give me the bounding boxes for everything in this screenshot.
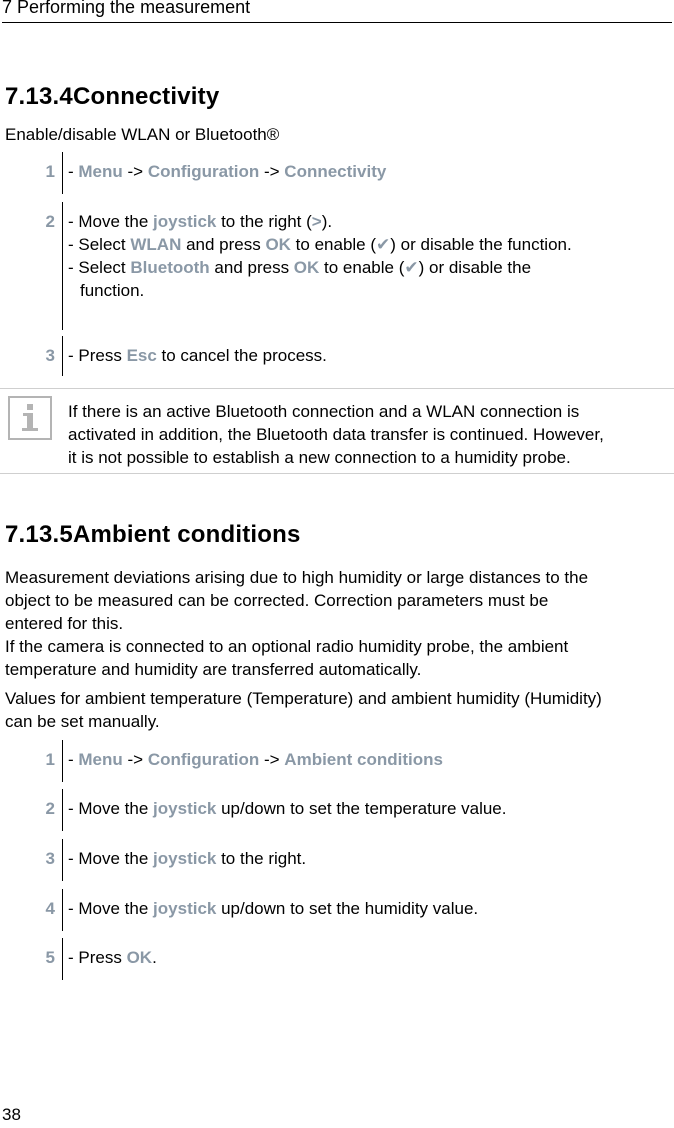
step-bar	[62, 889, 63, 931]
ui-term: Configuration	[147, 162, 260, 181]
ui-term: OK	[265, 235, 291, 254]
paragraph-line: entered for this.	[5, 614, 124, 633]
step-bar	[62, 839, 63, 881]
step-number: 2	[45, 799, 55, 818]
ui-term: >	[311, 212, 322, 231]
ui-term: Connectivity	[284, 162, 387, 181]
info-icon	[8, 396, 52, 440]
step-line	[68, 946, 658, 969]
info-bottom-rule	[0, 473, 674, 474]
paragraph-line: If the camera is connected to an optional radio humidity probe, the ambient	[5, 637, 569, 656]
ui-term: joystick	[153, 899, 217, 918]
paragraph-line: Measurement deviations arising due to high humidity or large distances to the	[5, 568, 589, 587]
paragraph-line: can be set manually.	[5, 712, 160, 731]
step-text: to the right (	[216, 212, 312, 231]
step-text: ->	[259, 750, 285, 769]
step-text: -	[68, 162, 79, 181]
section-heading-ambient	[5, 521, 301, 549]
step-text: function.	[80, 281, 145, 300]
ui-term: joystick	[153, 799, 217, 818]
info-line: activated in addition, the Bluetooth data transfer is continued. However,	[68, 425, 604, 444]
step-line	[68, 344, 658, 367]
step-line	[68, 797, 658, 820]
step-number: 3	[45, 849, 55, 868]
step-body	[68, 946, 658, 969]
section-number: 7.13.5	[5, 521, 73, 548]
step-text: - Press	[68, 948, 127, 967]
section-number: 7.13.4	[5, 83, 73, 110]
ui-term: joystick	[153, 212, 217, 231]
step-body	[68, 160, 658, 183]
paragraph-line: Values for ambient temperature (Temperature) and ambient humidity (Humidity)	[5, 689, 602, 708]
step-body	[68, 344, 658, 367]
step-text: up/down to set the temperature value.	[216, 799, 507, 818]
info-top-rule	[0, 388, 674, 389]
step-text: ->	[122, 750, 148, 769]
step-text: to cancel the process.	[156, 346, 327, 365]
paragraph-line: object to be measured can be corrected. Correction parameters must be	[5, 591, 549, 610]
step-number: 5	[45, 948, 55, 967]
ambient-paragraph-1	[5, 566, 671, 681]
section-title: Connectivity	[72, 83, 220, 110]
step-bar	[62, 740, 63, 782]
page-number: 38	[2, 1105, 21, 1124]
step-number: 2	[45, 212, 55, 231]
step-text: .	[152, 948, 157, 967]
step-text: ->	[122, 162, 148, 181]
step-text: up/down to set the humidity value.	[216, 899, 479, 918]
step-text: ).	[321, 212, 333, 231]
running-header: 7 Performing the measurement	[2, 0, 251, 17]
section-heading-connectivity	[5, 83, 219, 111]
ui-term: OK	[126, 948, 153, 967]
step-body	[68, 210, 658, 302]
step-text: ) or disable the	[418, 258, 532, 277]
step-text: and press	[181, 235, 266, 254]
step-bar	[62, 938, 63, 980]
step-text: ->	[259, 162, 285, 181]
step-text: - Move the	[68, 212, 154, 231]
info-text	[68, 400, 673, 469]
paragraph-line: temperature and humidity are transferred automatically.	[5, 660, 422, 679]
step-text: - Move the	[68, 849, 154, 868]
ui-term: OK	[293, 258, 320, 277]
step-text: and press	[209, 258, 294, 277]
step-body	[68, 897, 658, 920]
step-line	[68, 279, 658, 302]
step-text: - Select	[68, 258, 131, 277]
step-body	[68, 748, 658, 771]
ui-term: Configuration	[147, 750, 260, 769]
step-text: ) or disable the function.	[390, 235, 572, 254]
ui-term: Menu	[78, 750, 123, 769]
section-title: Ambient conditions	[72, 521, 301, 548]
step-text: to enable (	[319, 258, 405, 277]
connectivity-intro: Enable/disable WLAN or Bluetooth®	[5, 125, 280, 144]
step-bar	[62, 789, 63, 831]
step-line	[68, 233, 658, 256]
step-bar	[62, 202, 63, 330]
step-text: to the right.	[216, 849, 307, 868]
ui-term: joystick	[153, 849, 217, 868]
info-line: it is not possible to establish a new connection to a humidity probe.	[68, 448, 571, 467]
ui-term: ✔	[404, 258, 419, 277]
step-line	[68, 748, 658, 771]
ambient-paragraph-2	[5, 687, 671, 733]
step-text: - Move the	[68, 899, 154, 918]
step-number: 4	[45, 899, 55, 918]
ui-term: WLAN	[130, 235, 182, 254]
step-text: - Select	[68, 235, 131, 254]
ui-term: Esc	[126, 346, 157, 365]
ui-term: Menu	[78, 162, 123, 181]
step-bar	[62, 336, 63, 376]
step-body	[68, 847, 658, 870]
step-body	[68, 797, 658, 820]
step-line	[68, 160, 658, 183]
step-bar	[62, 152, 63, 194]
step-line	[68, 210, 658, 233]
ui-term: ✔	[376, 235, 391, 254]
step-number: 1	[45, 162, 55, 181]
step-text: - Press	[68, 346, 127, 365]
info-line: If there is an active Bluetooth connection and a WLAN connection is	[68, 402, 580, 421]
step-number: 3	[45, 346, 55, 365]
step-text: to enable (	[290, 235, 377, 254]
step-line	[68, 847, 658, 870]
step-line	[68, 256, 658, 279]
step-line	[68, 897, 658, 920]
step-text: - Move the	[68, 799, 154, 818]
step-text: -	[68, 750, 79, 769]
header-rule	[2, 22, 672, 23]
ui-term: Bluetooth	[130, 258, 210, 277]
ui-term: Ambient conditions	[284, 750, 443, 769]
step-number: 1	[45, 750, 55, 769]
